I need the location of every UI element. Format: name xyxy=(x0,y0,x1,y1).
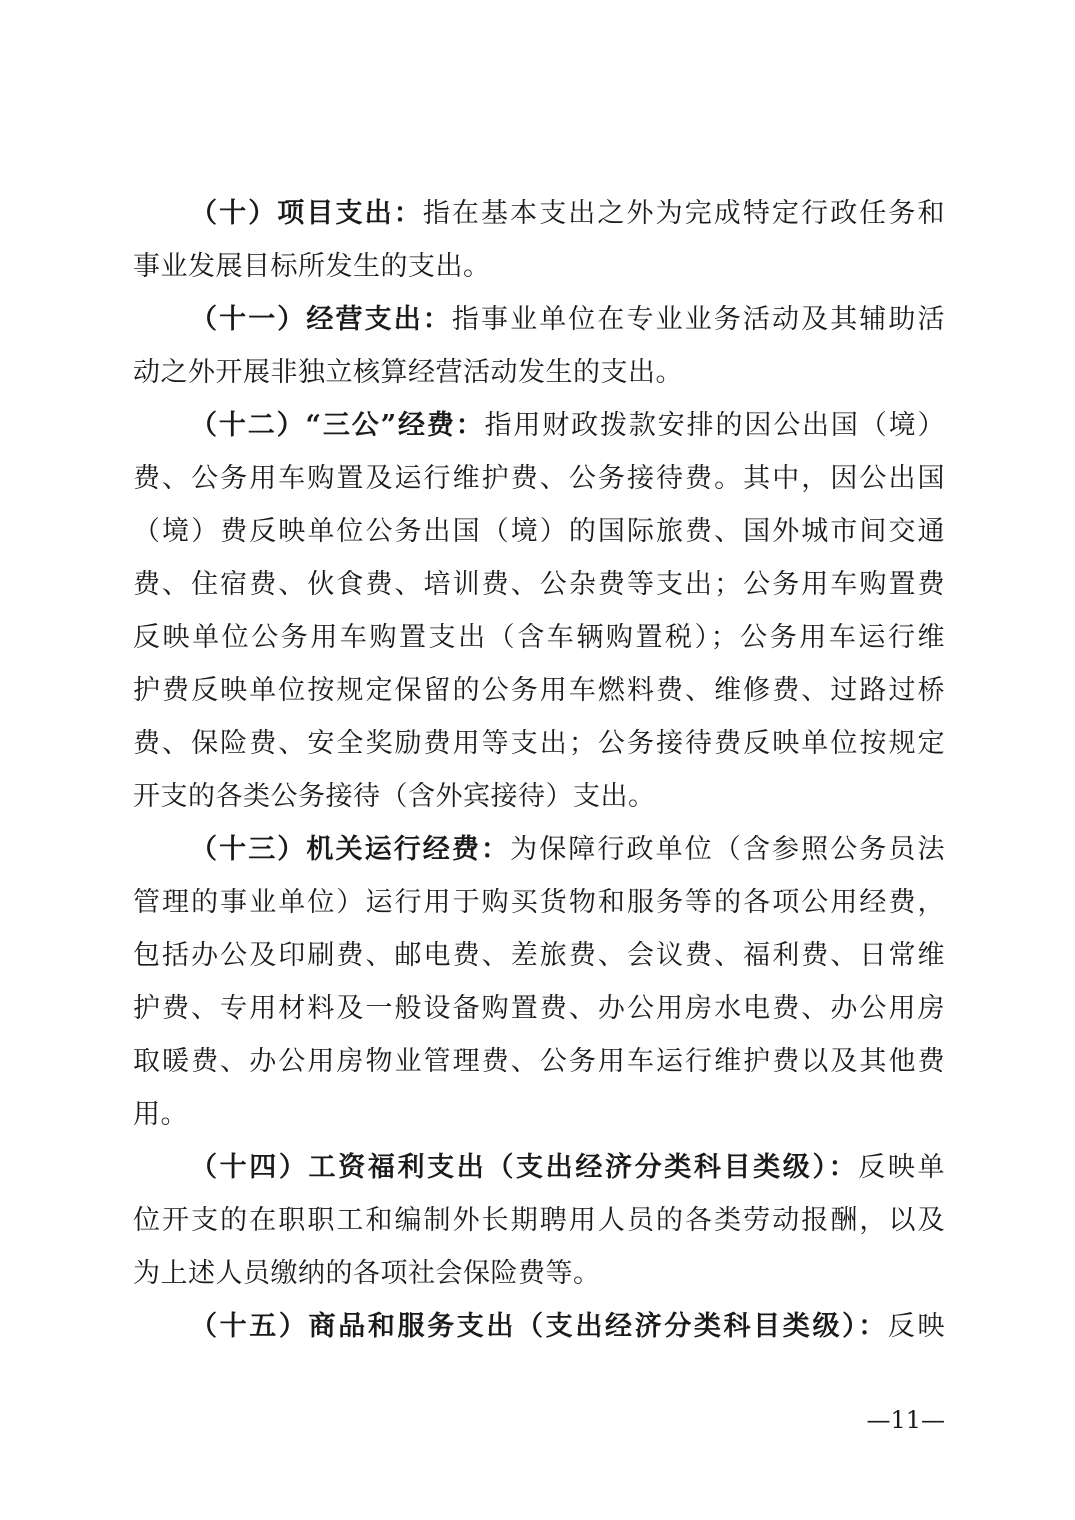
paragraph-13-heading: （十三）机关运行经费： xyxy=(190,834,511,865)
paragraph-14-line-2: 位开支的在职职工和编制外长期聘用人员的各类劳动报酬，以及 xyxy=(133,1205,945,1236)
paragraph-11-heading: （十一）经营支出： xyxy=(190,304,452,335)
paragraph-11-line-1 xyxy=(190,300,945,340)
paragraph-12-line-6: 护费反映单位按规定保留的公务用车燃料费、维修费、过路过桥 xyxy=(133,675,945,706)
paragraph-13-line-5: 取暖费、办公用房物业管理费、公务用车运行维护费以及其他费 xyxy=(133,1046,945,1077)
paragraph-12-line-5: 反映单位公务用车购置支出（含车辆购置税）；公务用车运行维 xyxy=(133,622,945,653)
paragraph-10-line-2: 事业发展目标所发生的支出。 xyxy=(133,251,491,282)
paragraph-12-line-8: 开支的各类公务接待（含外宾接待）支出。 xyxy=(133,781,656,812)
paragraph-13-line-2: 管理的事业单位）运行用于购买货物和服务等的各项公用经费， xyxy=(133,887,945,918)
paragraph-12-line-1 xyxy=(190,406,945,446)
paragraph-12-heading: （十二）“三公”经费： xyxy=(190,410,485,441)
page-number: —11— xyxy=(866,1406,945,1434)
paragraph-11-text: 指事业单位在专业业务活动及其辅助活 xyxy=(451,304,946,335)
paragraph-15-text: 反映 xyxy=(887,1311,945,1342)
paragraph-13-line-3: 包括办公及印刷费、邮电费、差旅费、会议费、福利费、日常维 xyxy=(133,940,945,971)
paragraph-14-line-1 xyxy=(190,1148,945,1188)
paragraph-13-line-4: 护费、专用材料及一般设备购置费、办公用房水电费、办公用房 xyxy=(133,993,945,1024)
paragraph-14-line-3: 为上述人员缴纳的各项社会保险费等。 xyxy=(133,1258,601,1289)
paragraph-12-line-2: 费、公务用车购置及运行维护费、公务接待费。其中，因公出国 xyxy=(133,463,945,494)
paragraph-14-text: 反映单 xyxy=(858,1152,946,1183)
paragraph-10-heading: （十）项目支出： xyxy=(190,198,423,229)
paragraph-15-heading: （十五）商品和服务支出（支出经济分类科目类级）： xyxy=(190,1311,888,1342)
paragraph-13-line-1 xyxy=(190,830,945,870)
paragraph-14-heading: （十四）工资福利支出（支出经济分类科目类级）： xyxy=(190,1152,859,1183)
paragraph-12-line-3: （境）费反映单位公务出国（境）的国际旅费、国外城市间交通 xyxy=(133,516,945,547)
paragraph-10-text: 指在基本支出之外为完成特定行政任务和 xyxy=(422,198,946,229)
paragraph-12-text: 指用财政拨款安排的因公出国（境） xyxy=(484,410,946,441)
paragraph-12-line-4: 费、住宿费、伙食费、培训费、公杂费等支出；公务用车购置费 xyxy=(133,569,945,600)
paragraph-12-line-7: 费、保险费、安全奖励费用等支出；公务接待费反映单位按规定 xyxy=(133,728,945,759)
paragraph-13-line-6: 用。 xyxy=(133,1099,188,1130)
paragraph-11-line-2: 动之外开展非独立核算经营活动发生的支出。 xyxy=(133,357,683,388)
paragraph-10-line-1 xyxy=(190,194,945,234)
paragraph-13-text: 为保障行政单位（含参照公务员法 xyxy=(510,834,946,865)
paragraph-15-line-1 xyxy=(190,1307,945,1347)
